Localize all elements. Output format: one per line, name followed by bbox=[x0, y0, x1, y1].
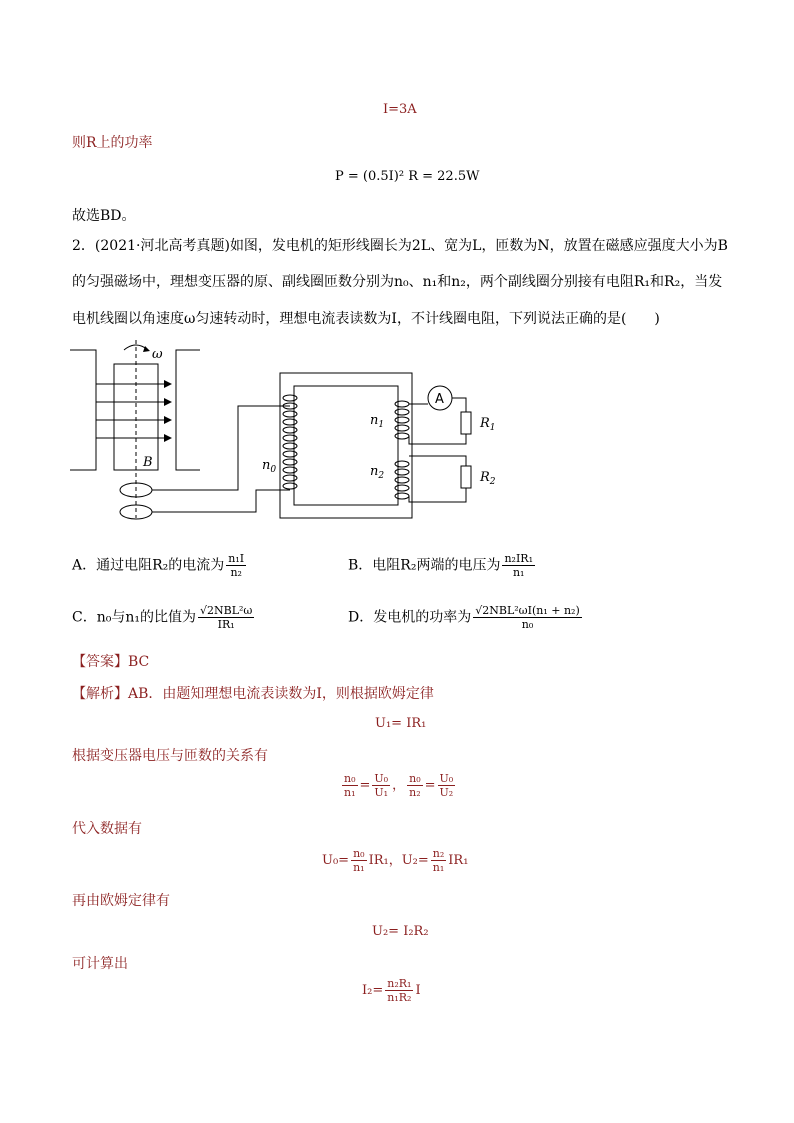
eq-1: U₁= IR₁ bbox=[375, 716, 427, 731]
conclusion: 故选BD。 bbox=[72, 208, 136, 224]
text-5: 可计算出 bbox=[72, 956, 128, 972]
eq-3: U₀= $\frac{\text{n₀}}{\text{n₁}}$ IR₁，U₂= $\frac{\text{n₂}}{\text{n₁}}$ IR₁ bbox=[322, 847, 469, 874]
option-c: C．n₀与n₁的比值为 $\frac{\text{√2NBL²ω}}{\text{IR₁}}$ bbox=[72, 604, 253, 631]
question-line-1 bbox=[72, 236, 728, 256]
transformer-core-outer bbox=[280, 373, 412, 518]
transformer-core-inner bbox=[294, 386, 398, 505]
b-label: B bbox=[143, 455, 153, 470]
option-a: A．通过电阻R₂的电流为 $\frac{\text{n₁I}}{\text{n₂}}$ bbox=[72, 552, 245, 579]
wire-primary-top bbox=[152, 406, 290, 490]
resistor-r2 bbox=[461, 466, 471, 488]
eq-4: U₂= I₂R₂ bbox=[372, 924, 429, 939]
text-3: 代入数据有 bbox=[72, 821, 142, 837]
question-number: 2． bbox=[72, 238, 95, 254]
analysis-label: 【解析】 bbox=[72, 686, 128, 702]
question-text-1: 如图，发电机的矩形线圈长为2L、宽为L，匝数为N，放置在磁感应强度大小为B bbox=[229, 238, 728, 254]
power-intro: 则R上的功率 bbox=[72, 135, 153, 151]
magnet-left bbox=[70, 350, 96, 470]
question-line-2: 的匀强磁场中，理想变压器的原、副线圈匝数分别为n₀、n₁和n₂，两个副线圈分别接有电阻R₁和R₂，当发 bbox=[72, 274, 723, 290]
option-d: D．发电机的功率为 $\frac{\text{√2NBL²ωI(n₁ + n₂)}}{\text{n₀}}$ bbox=[348, 604, 580, 631]
question-line-3: 电机线圈以角速度ω匀速转动时，理想电流表读数为I，不计线圈电阻，下列说法正确的是( ) bbox=[72, 311, 660, 327]
option-b: B．电阻R₂两端的电压为 $\frac{\text{n₂IR₁}}{\text{n₁}}$ bbox=[348, 552, 533, 579]
circuit-figure bbox=[66, 340, 506, 530]
eq-power: P = (0.5I)² R = 22.5W bbox=[335, 169, 480, 184]
wire-primary-bottom bbox=[152, 490, 290, 512]
primary-coil bbox=[283, 395, 297, 489]
analysis-line bbox=[72, 684, 434, 704]
n0-label: $n_0$ bbox=[262, 458, 277, 475]
eq-2: $\frac{\text{n₀}}{\text{n₁}}$ = $\frac{\text{U₀}}{\text{U₁}}$ ， $\frac{\text{n₀}}{\text{n₂}}$ = $\frac{\text{U₀}}{\text{U₂}}$ bbox=[344, 772, 454, 799]
r1-label: $R_1$ bbox=[480, 416, 496, 433]
r2-label: $R_2$ bbox=[480, 470, 496, 487]
n2-label: $n_2$ bbox=[370, 464, 385, 481]
text-2: 根据变压器电压与匝数的关系有 bbox=[72, 748, 268, 764]
question-source: (2021·河北高考真题) bbox=[94, 238, 230, 254]
resistor-r1 bbox=[461, 412, 471, 434]
eq-5: I₂= $\frac{\text{n₂R₁}}{\text{n₁R₂}}$ I bbox=[362, 977, 421, 1004]
text-4: 再由欧姆定律有 bbox=[72, 893, 170, 909]
magnet-right bbox=[176, 350, 200, 470]
n1-label: $n_1$ bbox=[370, 413, 385, 430]
omega-label: ω bbox=[152, 347, 163, 362]
ammeter-label: A bbox=[435, 392, 444, 407]
eq-current: I=3A bbox=[383, 102, 417, 117]
analysis-text: AB．由题知理想电流表读数为I，则根据欧姆定律 bbox=[128, 686, 434, 702]
answer-label: 【答案】BC bbox=[72, 654, 150, 670]
secondary-coil-1 bbox=[395, 401, 409, 439]
secondary-coil-2 bbox=[395, 461, 409, 499]
